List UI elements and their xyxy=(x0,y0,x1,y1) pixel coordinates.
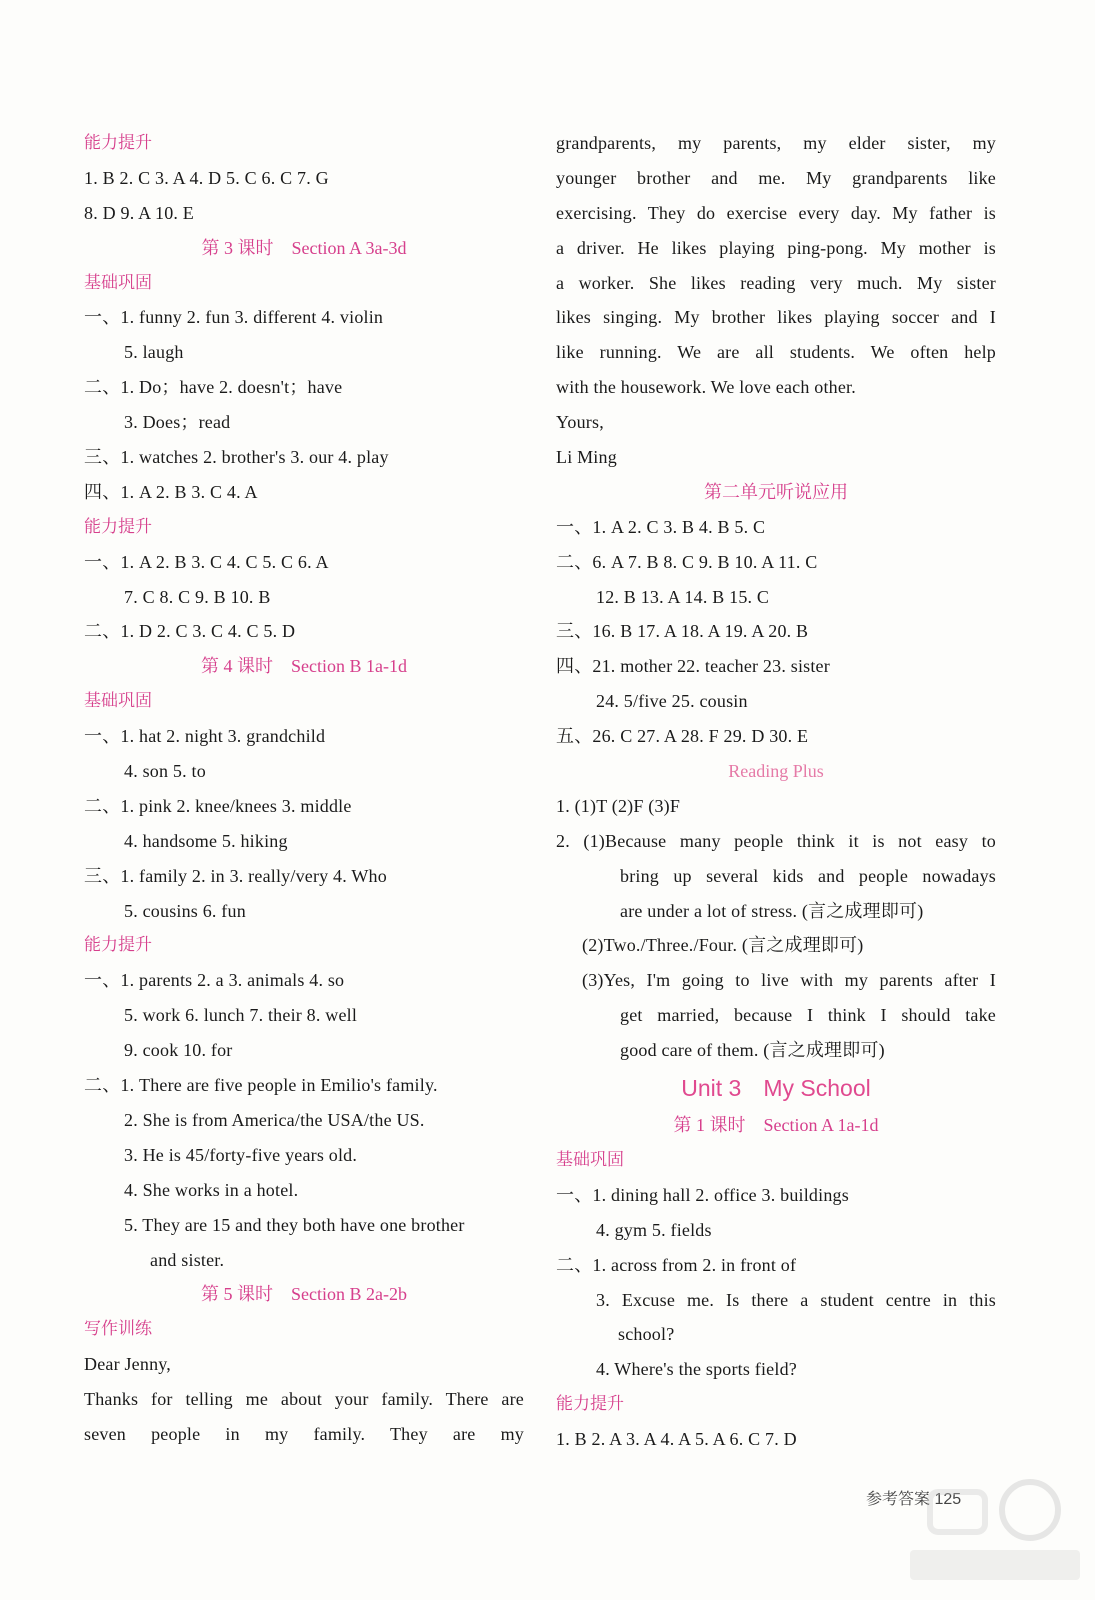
answer-line: 5. They are 15 and they both have one brother xyxy=(124,1214,465,1235)
answer-line: 一、1. funny 2. fun 3. different 4. violin xyxy=(84,307,384,328)
letter-line: with the housework. We love each other. xyxy=(556,377,856,398)
answer-line: 三、1. watches 2. brother's 3. our 4. play xyxy=(84,447,389,468)
answer-line: 二、1. pink 2. knee/knees 3. middle xyxy=(84,795,352,816)
section-heading: 能力提升 xyxy=(84,133,152,153)
section-heading: 写作训练 xyxy=(84,1319,152,1340)
answer-line: 一、1. A 2. C 3. B 4. B 5. C xyxy=(556,516,766,537)
lesson-section: Section B 1a-1d xyxy=(291,656,407,677)
answer-line: 一、1. parents 2. a 3. animals 4. so xyxy=(84,970,345,991)
answer-line: and sister. xyxy=(150,1249,225,1270)
answer-line: 4. Where's the sports field? xyxy=(596,1359,797,1380)
answer-line: 三、1. family 2. in 3. really/very 4. Who xyxy=(84,865,387,886)
answer-line: 12. B 13. A 14. B 15. C xyxy=(596,586,770,607)
answer-line: 4. son 5. to xyxy=(124,761,206,782)
answer-line: good care of them. (言之成理即可) xyxy=(620,1040,885,1061)
answer-line: bring up several kids and people nowadays xyxy=(620,865,996,886)
unit-heading xyxy=(556,1068,996,1108)
unit-label: Unit 3 xyxy=(681,1075,742,1102)
left-column xyxy=(84,126,524,1452)
lesson-heading-3 xyxy=(84,231,524,266)
answer-line: 二、1. Do；have 2. doesn't；have xyxy=(84,377,343,398)
section-heading: 能力提升 xyxy=(84,516,152,537)
answer-line: 1. (1)T (2)F (3)F xyxy=(556,795,681,816)
answer-line: 二、6. A 7. B 8. C 9. B 10. A 11. C xyxy=(556,551,818,572)
letter-line: like running. We are all students. We often help xyxy=(556,342,996,363)
answer-line: 4. gym 5. fields xyxy=(596,1219,712,1240)
unit-title: My School xyxy=(763,1075,871,1102)
letter-line: Li Ming xyxy=(556,447,617,468)
letter-line: Dear Jenny, xyxy=(84,1354,171,1375)
answer-line: 一、1. dining hall 2. office 3. buildings xyxy=(556,1184,849,1205)
lesson-heading-4 xyxy=(84,649,524,684)
section-heading: 基础巩固 xyxy=(84,272,152,293)
lesson-title: 第 1 课时 xyxy=(673,1115,746,1136)
answer-line: 2. She is from America/the USA/the US. xyxy=(124,1109,425,1130)
answer-line: 四、21. mother 22. teacher 23. sister xyxy=(556,656,830,677)
answer-line: (2)Two./Three./Four. (言之成理即可) xyxy=(582,935,864,956)
lesson-title: 第 3 课时 xyxy=(201,237,274,258)
page-label: 参考答案 xyxy=(866,1491,931,1508)
answer-line: are under a lot of stress. (言之成理即可) xyxy=(620,900,924,921)
answer-line: 一、1. hat 2. night 3. grandchild xyxy=(84,726,326,747)
unit-review-heading: 第二单元听说应用 xyxy=(704,481,848,502)
answer-line: 5. laugh xyxy=(124,342,184,363)
answer-line: 5. cousins 6. fun xyxy=(124,900,246,921)
section-heading: 能力提升 xyxy=(556,1394,624,1415)
answer-line: 24. 5/five 25. cousin xyxy=(596,691,748,712)
letter-line: a worker. She likes reading very much. My sister xyxy=(556,272,996,293)
answer-line: 4. handsome 5. hiking xyxy=(124,830,288,851)
answer-line: school? xyxy=(618,1324,675,1345)
answer-line: 8. D 9. A 10. E xyxy=(84,202,195,223)
answer-line: 2. (1)Because many people think it is not easy to xyxy=(556,830,996,851)
reading-plus-heading: Reading Plus xyxy=(728,761,824,782)
answer-line: (3)Yes, I'm going to live with my parents after I xyxy=(582,970,996,991)
answer-line: 四、1. A 2. B 3. C 4. A xyxy=(84,481,258,502)
answer-line: 三、16. B 17. A 18. A 19. A 20. B xyxy=(556,621,809,642)
answer-line: 5. work 6. lunch 7. their 8. well xyxy=(124,1005,358,1026)
lesson-title: 第 4 课时 xyxy=(201,656,273,677)
lesson-section: Section A 3a-3d xyxy=(291,237,407,258)
answer-line: 7. C 8. C 9. B 10. B xyxy=(124,586,271,607)
lesson-section: Section A 1a-1d xyxy=(763,1115,879,1136)
answer-line: 二、1. There are five people in Emilio's family. xyxy=(84,1075,438,1096)
answer-line: 3. He is 45/forty-five years old. xyxy=(124,1144,358,1165)
watermark-logo-icon xyxy=(900,1470,1090,1590)
answer-line: 4. She works in a hotel. xyxy=(124,1179,299,1200)
letter-line: Thanks for telling me about your family. There are xyxy=(84,1389,524,1410)
letter-line: grandparents, my parents, my elder sister, my xyxy=(556,133,996,153)
section-heading: 基础巩固 xyxy=(84,691,152,712)
answer-line: 五、26. C 27. A 28. F 29. D 30. E xyxy=(556,726,809,747)
lesson-heading-5 xyxy=(84,1277,524,1312)
answer-line: 二、1. across from 2. in front of xyxy=(556,1254,797,1275)
answer-line: 3. Excuse me. Is there a student centre in this xyxy=(596,1289,996,1310)
letter-line: younger brother and me. My grandparents like xyxy=(556,167,996,188)
answer-line: 1. B 2. A 3. A 4. A 5. A 6. C 7. D xyxy=(556,1429,797,1450)
answer-line: 一、1. A 2. B 3. C 4. C 5. C 6. A xyxy=(84,551,329,572)
letter-line: likes singing. My brother likes playing soccer and I xyxy=(556,307,996,328)
lesson-title: 第 5 课时 xyxy=(201,1284,273,1305)
section-heading: 能力提升 xyxy=(84,935,152,956)
answer-line: 3. Does；read xyxy=(124,412,231,433)
lesson-heading-1 xyxy=(556,1108,996,1143)
answer-line: 1. B 2. C 3. A 4. D 5. C 6. C 7. G xyxy=(84,167,329,188)
right-column xyxy=(556,126,996,1457)
letter-line: seven people in my family. They are my xyxy=(84,1423,524,1444)
letter-line: Yours, xyxy=(556,412,604,433)
page-number: 125 xyxy=(934,1491,962,1508)
answer-line: 二、1. D 2. C 3. C 4. C 5. D xyxy=(84,621,296,642)
letter-line: exercising. They do exercise every day. My father is xyxy=(556,202,996,223)
lesson-section: Section B 2a-2b xyxy=(291,1284,407,1305)
answer-line: 9. cook 10. for xyxy=(124,1040,233,1061)
answer-line: get married, because I think I should take xyxy=(620,1005,996,1026)
section-heading: 基础巩固 xyxy=(556,1149,624,1170)
letter-line: a driver. He likes playing ping-pong. My mother is xyxy=(556,237,996,258)
